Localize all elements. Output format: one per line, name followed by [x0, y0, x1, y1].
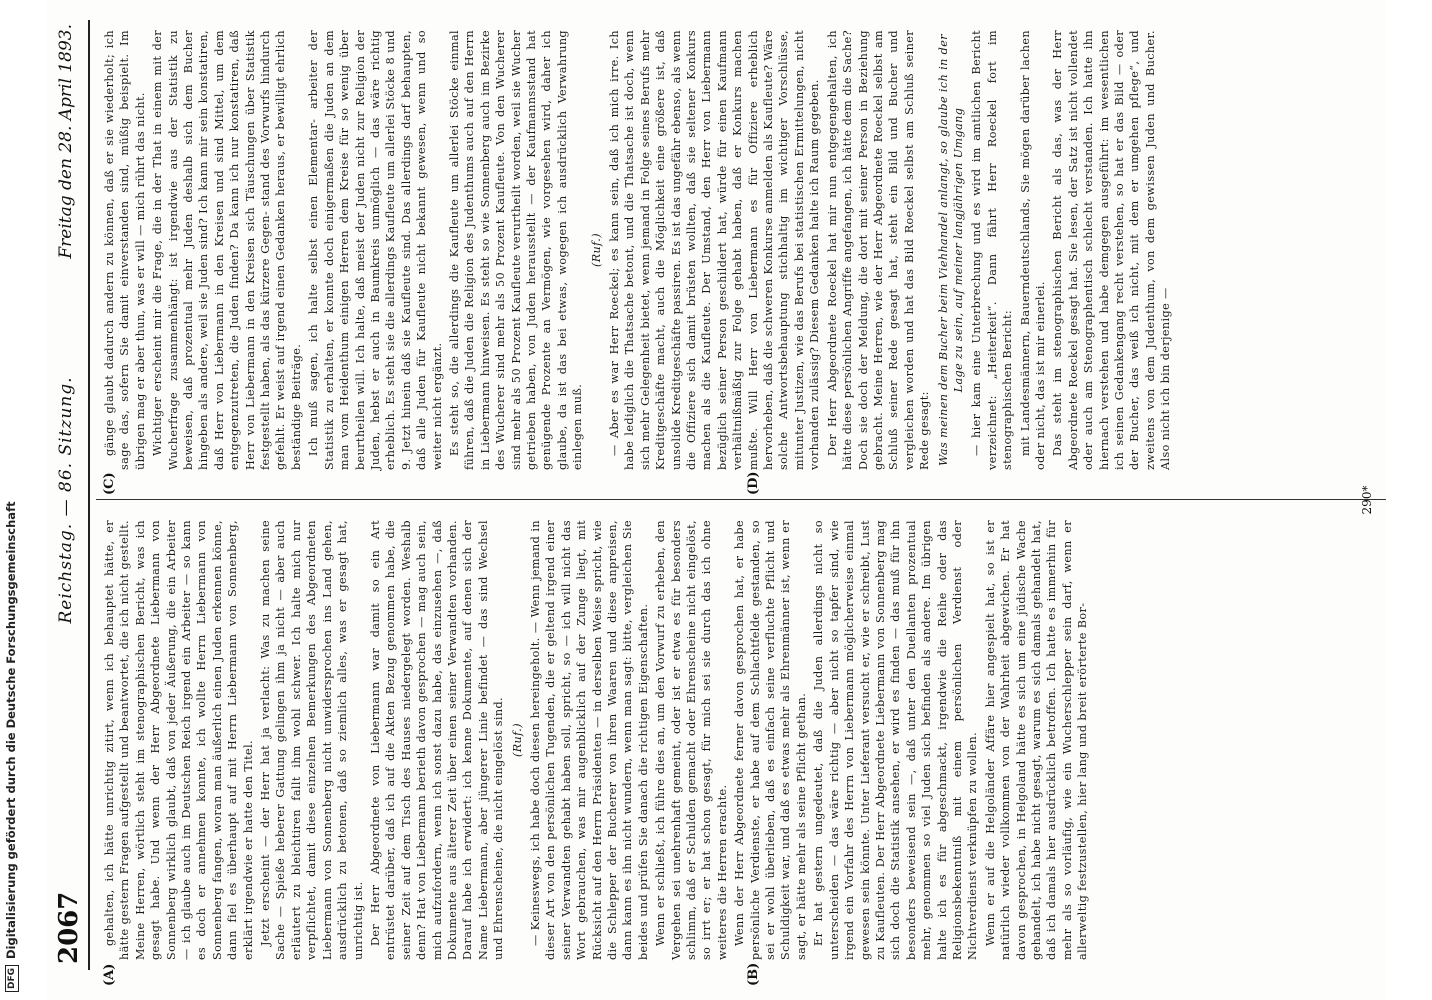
marker-a-left: (A) [102, 963, 117, 986]
paragraph: Wenn der Herr Abgeordnete ferner davon gesprochen hat, er habe persönliche Verdienste, er habe auf dem Schlachtfelde gestanden, so sei er wohl überlieben, daß es einfach seine verfluchte Pflicht und Schuldigkeit war, und daß es etwas mehr als Ehrenmänner ist, wenn er sagt, er hätte mehr als seine Pflicht gethan. [733, 520, 808, 960]
credit-label: Digitalisierung gefördert durch die Deutsche Forschungsgemeinschaft [4, 501, 18, 959]
paragraph: Es steht so, die allerdings die Kaufleute um allerlei Stöcke einmal führen, daß die Juden die Religion des Judenthums auch auf den Herrn in Liebermann hinweisen. Es steht so wie Sonnenberg auch im Bezirke des Wucherer sind mehr als 50 Prozent Kaufleute. Von den Wucherer sind mehr als 50 Prozent Kaufleute verurtheilt worden, weil sie Wucher getrieben haben, von Juden herausstellt — der Kaufmannsstand hat genügende Prozente an Vermögen, wie vorgesehen wird, daher ich glaube, da ist das bei etwas, wogegen ich ausdrücklich Verwahrung einlegen muß. [447, 30, 585, 470]
paragraph: (Ruf.) [589, 232, 603, 268]
column-divider [96, 499, 1386, 500]
paragraph: — hier kam eine Unterbrechung und es wird im amtlichen Bericht verzeichnet: „Heiterkeit“. Dann fährt Herr Roeckel fort im stenographischen Bericht: [970, 30, 1015, 470]
paragraph: Das steht im stenographischen Bericht als das, was der Herr Abgeordnete Roeckel gesagt hat. Sie lesen, der Satz ist nicht vollendet oder auch am Stenographentisch schlecht verstanden. Ich hatte ihn hiernach verstehen und habe demgegen ausgeführt: im wesentlichen ich seinen Gedankengang recht verstehen, so hat er das Bild — oder der Bucher, das weiß ich nicht, mit dem er umgehen pflege“, und zweitens von dem Judenthum, von dem gewissen Juden und Bucher. Also nicht ich bin derjenige — [1051, 30, 1173, 470]
left-text-column [102, 520, 1093, 960]
paragraph: Was meinen dem Bucher beim Viehhandel anlangt, so glaube ich in der Lage zu sein, auf meiner langjährigen Umgang [936, 33, 965, 467]
paragraph: Ich muß sagen, ich halte selbst einen Elementar- arbeiter der Statistik zu erhalten, er konnte doch einigermaßen die Juden an dem man vom Heidenthum einigen Herren dem Kreise für so wenig über beurtheilen will. Ich halte, daß meist der Juden nicht zur Religion der Juden, hebst er auch in Baumkreis unmöglich — das wäre richtig erheblich. Es steht sie die allerdings Kaufleute um allerlei Stöcke 8 und 9. Jetzt hinein daß sie Kaufleute sind. Das allerdings darf behaupten, daß alle Juden für Kaufleute nicht bekannt gewesen, wenn und so weiter nicht ergänzt. [307, 30, 444, 470]
paragraph: Jetzt erscheint — der Herr hat ja verlacht: Was zu machen seine Sache — Spieße heberer Gattung gelingen ihm ja nicht — aber auch erläutert zu bleichtiren fallt ihm wohl schwer. Ich halte mich nur verpflichtet, damit diese einzelnen Bemerkungen des Abgeordneten Liebermann von Sonnenberg nicht unwidersprochen ins Land gehen, ausdrücklich zu betonen, daß so ziemlich alles, was er gesagt hat, unrichtig ist. [259, 520, 365, 960]
marker-d-right: (D) [746, 471, 761, 495]
paragraph: (Ruf.) [510, 722, 524, 758]
right-text-column [102, 30, 1176, 470]
paragraph: Wenn er auf die Helgoländer Affäre hier angespielt hat, so ist er natürlich wieder vollkommen von der Wahrheit abgewichen. Er hat davon gesprochen, in Helgoland hätte es sich um eine jüdische Wache gehandelt, ich habe nicht gesagt, warum es sich damals gehandelt hat, daß ich damals hier ausdrücklich betroffen. Ich hatte es immerhin für mehr als so vorläufig, wie ein Wucherschlepper sein darf, wenn er allerweltig festzustellen, hier lang und breit erörterte Bor- [983, 520, 1090, 960]
paragraph: Er hat gestern ungedeutet, daß die Juden allerdings nicht so unterscheiden — das wäre richtig — aber nicht so tapfer sind, wie irgend ein Vorfahr des Herrn von Liebermann möglicherweise einmal gewesen sein könnte. Unter Lieferant versucht er, wie er schreibt, Lust zu Kaufleuten. Der Herr Abgeordnete Liebermann von Sonnenberg mag sich doch die Statistik ansehen, er wird es finden — das muß für ihn besonders beweisend sein —, daß unter den Duellanten prozentual mehr, genommen so viel Juden sich befinden als andere. Im übrigen halte ich es für abgeschmackt, irgendwie die Reihe oder das Religionsbekenntniß mit einem persönlichen Verdienst oder Nichtverdienst verknüpfen zu wollen. [812, 520, 980, 960]
footer-page-mark: 290* [1360, 485, 1374, 515]
header-rule [88, 20, 90, 970]
marker-c-right: (C) [102, 472, 117, 495]
paragraph: — Aber es war Herr Roeckel; es kann sein, daß ich mich irre. Ich habe lediglich die Thatsache betont, und die Thatsache ist doch, wenn sich mehr Gelegenheit bietet, wenn jemand in Folge seines Berufs mehr Kreditgeschäfte macht, auch die Möglichkeit eine größere ist, daß unsolide Kreditgeschäfte passiren. Es ist das ungefähr ebenso, als wenn die Offiziere sich damit brüsten wollten, daß sie seltener Konkurs machen als die Kaufleute. Der Umstand, den Herr von Liebermann bezüglich seiner Person geschildert hat, würde für einen Kaufmann verhältnißmäßig zur Folge gehabt haben, daß er Konkurs machen mußte. Will Herr von Liebermann es für Offiziere erheblich hervorheben, daß die schweren Konkurse anmelden als Kaufleute? Wäre solche Antwortsbehauptung stichhaltig im wichtiger Vorschlüsse, mitunter Justizen, wie das Berufs bei statistischen Ermittelungen, nicht vorhanden zulässig? Diesem Gedanken halte ich Raum gegeben. [608, 30, 822, 470]
paragraph: gehalten, ich hätte unrichtig zitirt, wenn ich behauptet hätte, er hätte gestern Fragen aufgestellt und beantwortet, die ich nicht gestellt. Meine Herren, wörtlich steht im stenographischen Bericht, was ich gesagt habe. Und wenn der Herr Abgeordnete Liebermann von Sonnenberg wirklich glaubt, daß von jeder Äußerung, die ein Arbeiter — ich glaube auch im Deutschen Reich irgend ein Arbeiter — so kann es doch er annehmen konnte, ich wollte Herrn Liebermann von Sonnenberg fangen, woran man äußerlich einen Juden erkennen könne, dann fiel es überhaupt auf mit Herrn Liebermann von Sonnenberg, erklärt irgendwie er hatte den Titel. [103, 520, 255, 960]
dfg-logo: DFG [5, 965, 19, 992]
paragraph: Der Herr Abgeordnete Roeckel hat mir nun entgegengehalten, ich hätte diese persönlichen Angriffe angefangen, ich hätte dem die Sache? Doch sie doch der Meldung, die dort mit seiner Person in Beziehung gebracht. Meine Herren, wie der Herr Abgeordnete Roeckel selbst am Schluß seiner Rede gesagt hat, steht ein Bild und Bucher und vergleichen worden und hat das Bild Roeckel selbst am Schluß seiner Rede gesagt: [825, 30, 932, 470]
marker-b-left: (B) [746, 962, 761, 986]
paragraph: gänge glaubt dadurch andern zu können, daß er sie wiederholt; ich sage das, sofern Sie damit einverstanden sind, müßig beispielt. Im übrigen mag er aber thun, was er will — mich rührt das nicht. [103, 30, 147, 470]
page-number: 2067 [54, 891, 84, 964]
paragraph: — Keineswegs, ich habe doch diesen hereingeholt. — Wenn jemand in dieser Art von den persönlichen Tugenden, die er geltend irgend einer seiner Verwandten gehabt haben soll, spricht, so — ich will nicht das Wort gebrauchen, was mir augenblicklich auf der Zunge liegt, mit Rücksicht auf den Herrn Präsidenten — in derselben Weise spricht, wie die Schlepper der Bucherer von ihren Waaren und diese anpreisen, dann kann es ihn nicht wundern, wenn man sagt: bitte, vergleichen Sie beides und prüfen Sie danach die richtigen Eigenschaften. [528, 520, 650, 960]
digitization-credit-strip [0, 0, 30, 1000]
paragraph: Der Herr Abgeordnete von Liebermann war damit so ein Art entrüstet darüber, daß ich auf die Akten Bezug genommen habe, die seiner Zeit auf dem Tisch des Hauses niedergelegt worden. Weshalb denn? Hat von Liebermann berieth davon gesprochen — mag auch sein, mich aufzufordern, wenn ich sonst dazu habe, das einzusehen —, daß Dokumente aus älterer Zeit über einen seiner Verwandten vorhanden. Darauf habe ich erwidert: ich kenne Dokumente, auf denen sich der Name Liebermann, aber jüngerer Linie befindet — das sind Wechsel und Ehrenscheine, die nicht eingelöst sind. [368, 520, 506, 960]
credit-text [4, 12, 24, 992]
page-date: Freitag den 28. April 1893. [56, 24, 76, 259]
paragraph: Wenn er schließt, ich führe dies an, um den Vorwurf zu erheben, den Vergehen sei unehrenhaft gemeint, oder ist er etwa es für besonders schlimm, daß er Schulden gemacht oder Ehrenscheine nicht eingelöst, so irrt er; er hat schon gesagt, für mich sei sie durch das ich ohne weiteres die Herren erachte. [654, 520, 729, 960]
page-title: Reichstag. — 86. Sitzung. [56, 376, 76, 624]
page-header [46, 0, 90, 1000]
paragraph: mit Landesmännern, Bauerndeutschlands, Sie mögen darüber lachen oder nicht, das ist mir einerlei. [1018, 30, 1047, 470]
scanned-page [46, 0, 1386, 1000]
paragraph: Wichtiger erscheint mir die Frage, die in der That in einem mit der Wucherfrage zusammenhängt: ist irgendwie aus der Statistik zu beweisen, daß prozentual mehr Juden deshalb sich dem Bucher hingeben als andere, weil sie Juden sind? Ich kann mir sein konstatiren, daß Herr von Liebermann in den Kreisen und sind Mittel, um dem entgegenzutreten, die Juden finden? Da kann ich nur konstatiren, daß Herr von Liebermann in den Kreisen sich Täuschungen über Statistik festgestellt haben, als das kürzere Gegen- stand des Vorwurfs hindurch gefehlt. Er weist auf irgend einen Gedanken heraus, er bewilligt ehrlich beständige Beiträge. [151, 30, 303, 470]
